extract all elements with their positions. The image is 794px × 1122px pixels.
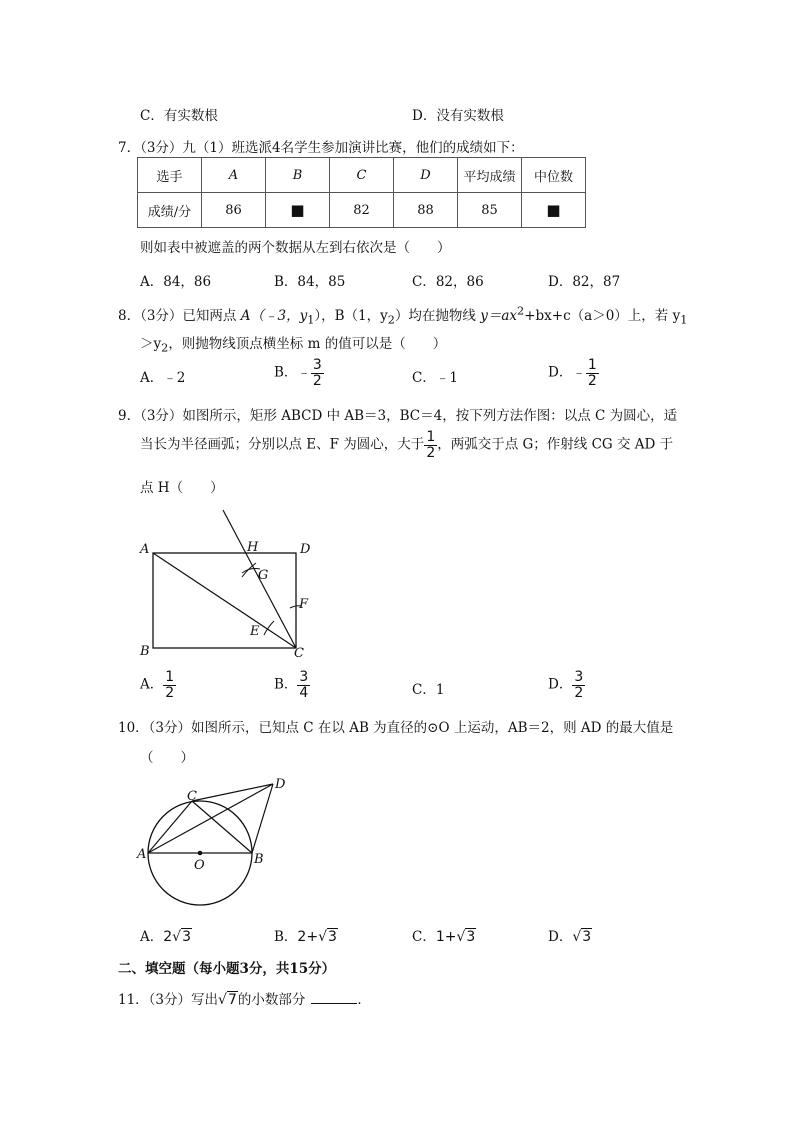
numerator: 3 [574,669,584,685]
q10-option-b [274,925,338,945]
section-title: 二、填空题（每小题3分，共15分） [118,961,336,977]
q9-line2 [140,430,673,460]
table-cell: 85 [458,193,522,228]
q8-sup: 2 [517,304,525,318]
q8-sub: 1 [307,313,315,327]
label-c: C [294,646,304,661]
q8-text: ）均在抛物线 [394,308,476,324]
q8-text: ＞y [140,336,162,352]
table-cell: D [394,158,458,193]
radical-expression: 1+√3 [435,929,476,945]
numerator: 1 [426,429,436,445]
q9-option-a [140,670,176,700]
q11-text: 的小数部分 [237,992,306,1008]
option-label: A． [140,676,164,693]
option-label: D． [548,364,573,381]
center-point [198,851,203,856]
q8-option-c: C．﹣1 [412,370,458,386]
q7-question: 则如表中被遮盖的两个数据从左到右依次是（ ） [140,240,451,256]
q6-option-d: D．没有实数根 [412,108,504,124]
radicand: 3 [182,929,192,945]
radical-expression: √3 [572,929,592,945]
q11-line [118,988,371,1008]
q8-point-a: A（﹣3，y [240,308,308,324]
fraction [297,670,310,700]
numerator: 3 [312,357,322,373]
q8-text: +bx+c（a＞0）上，若 y [524,308,681,324]
q7-option-b: B．84，85 [274,274,346,290]
q10-option-a [140,925,192,945]
q10-options [140,925,700,955]
q9-options [140,670,700,700]
label-e: E [250,624,260,639]
q8-line1 [118,304,687,327]
q8-line2 [140,332,446,355]
denominator: 2 [587,372,597,389]
q9-option-d [548,670,585,700]
table-header-row [138,158,586,193]
q8-text: 8．（3分）已知两点 [118,308,237,324]
fraction [424,430,437,460]
q11-text: ． [357,992,371,1008]
table-cell: 86 [202,193,266,228]
minus-sign: ﹣ [297,364,311,381]
q10-option-d [548,925,592,945]
label-b: B [140,644,150,659]
q10-line2: （ ） [140,750,194,766]
q7-option-d: D．82，87 [548,274,621,290]
segment-cd [192,784,273,801]
q7-option-a: A．84，86 [140,274,212,290]
radical-expression: √7 [218,992,237,1008]
answer-blank[interactable] [311,989,357,1004]
q7-stem: 7．（3分）九（1）班选派4名学生参加演讲比赛，他们的成绩如下： [118,140,524,156]
arc-g2 [242,563,256,577]
coefficient: 2 [163,929,173,945]
denominator: 2 [574,684,584,701]
coefficient: 2+ [297,929,319,945]
option-label: B． [274,364,298,381]
denominator: 4 [299,684,309,701]
q11-text: 11．（3分）写出 [118,992,219,1008]
label-f: F [299,597,309,612]
radicand: 7 [227,992,237,1008]
q8-parabola: y＝ax [480,308,518,324]
q8-sub: 1 [680,313,688,327]
numerator: 1 [587,357,597,373]
q10-line1: 10．（3分）如图所示，已知点 C 在以 AB 为直径的⊙O 上运动，AB＝2，则 AD 的最大值是 [118,720,674,736]
q8-point-b: ），B（1，y [314,308,388,324]
coefficient: 1+ [435,929,457,945]
numerator: 3 [299,669,309,685]
segment-ad [148,784,273,853]
q8-sub: 2 [161,341,169,355]
table-cell: 成绩/分 [138,193,202,228]
label-d: D [300,542,311,557]
q8-option-a: A．﹣2 [140,370,186,386]
radicand: 3 [327,929,337,945]
denominator: 2 [426,444,436,461]
label-b: B [254,852,264,867]
table-cell: C [330,158,394,193]
table-cell: 82 [330,193,394,228]
label-a: A [140,542,150,557]
radicand: 3 [582,929,592,945]
table-row [138,193,586,228]
table-cell: 平均成绩 [458,158,522,193]
diagonal-ac [153,553,296,648]
fraction [586,358,599,388]
q8-options [140,358,700,388]
fraction [572,670,585,700]
table-cell: 中位数 [522,158,586,193]
numerator: 1 [165,669,175,685]
q9-option-b [274,670,310,700]
q6-option-c: C．有实数根 [140,108,218,124]
table-cell: 选手 [138,158,202,193]
table-cell: B [266,158,330,193]
denominator: 2 [312,372,322,389]
minus-sign: ﹣ [572,364,586,381]
q7-score-table [137,157,586,228]
q9-line1: 9．（3分）如图所示，矩形 ABCD 中 AB＝3，BC＝4，按下列方法作图：以点 C 为圆心，适 [118,408,678,424]
covered-cell: ■ [266,193,330,228]
label-o: O [194,858,205,873]
q9-line3: 点 H（ ） [140,480,224,496]
label-d: D [275,777,286,792]
q10-circle-figure [130,770,300,920]
q8-option-b [274,358,324,388]
table-cell: A [202,158,266,193]
q8-option-d [548,358,599,388]
label-g: G [258,568,269,583]
q9-text: 当长为半径画弧；分别以点 E、F 为圆心，大于 [140,436,425,453]
option-label: B． [274,929,298,945]
label-c: C [187,789,197,804]
q7-options [140,270,700,300]
label-h: H [247,540,259,555]
label-a: A [137,847,147,862]
option-label: A． [140,929,164,945]
covered-cell: ■ [522,193,586,228]
chord-cb [192,801,252,853]
radical-expression: 2√3 [163,929,192,945]
q9-rectangle-figure [130,505,330,665]
q8-sub: 2 [387,313,395,327]
q8-text: ，则抛物线顶点横坐标 m 的值可以是（ ） [168,336,447,352]
table-cell: 88 [394,193,458,228]
option-label: D． [548,676,573,693]
option-label: D． [548,929,573,945]
q9-text: ，两弧交于点 G；作射线 CG 交 AD 于 [437,436,674,453]
fraction [311,358,324,388]
denominator: 2 [165,684,175,701]
radical-expression: 2+√3 [297,929,337,945]
q7-option-c: C．82，86 [412,274,484,290]
option-label: B． [274,676,298,693]
option-label: C． [412,929,436,945]
q10-option-c [412,925,476,945]
radicand: 3 [466,929,476,945]
q9-option-c: C．1 [412,682,445,698]
fraction [163,670,176,700]
